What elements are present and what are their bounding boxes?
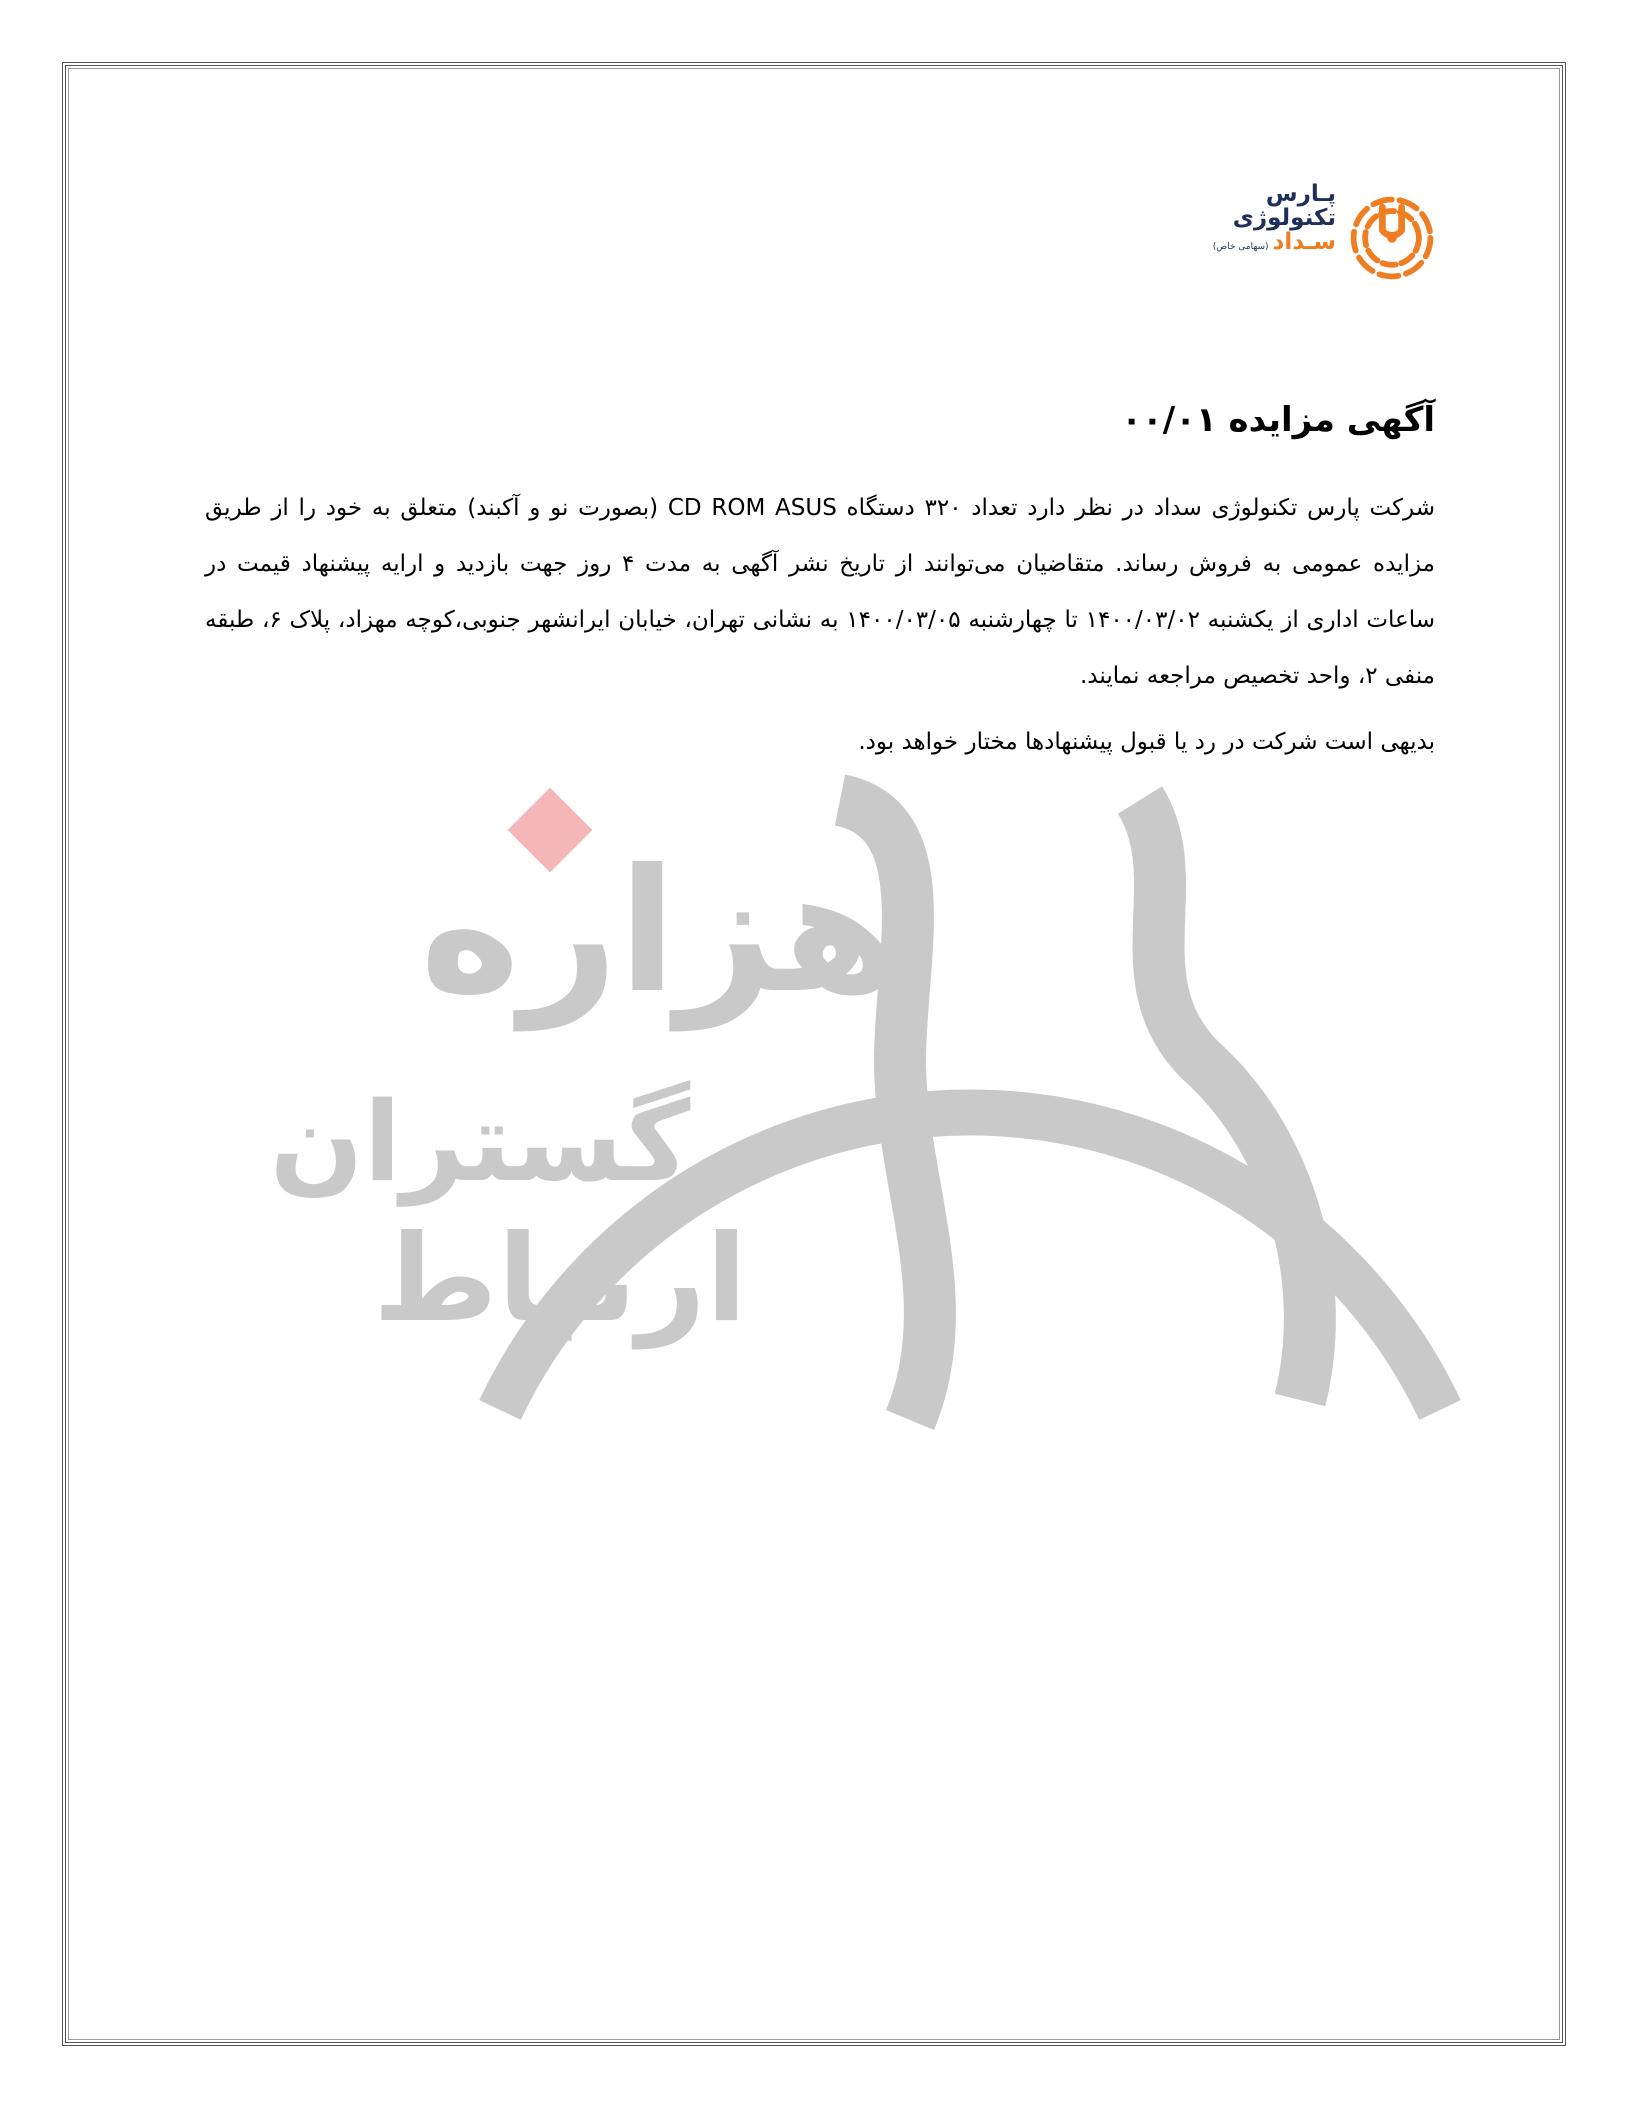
watermark-word-3: ارتباط <box>373 1210 747 1349</box>
watermark-inner-shape-2 <box>1140 800 1310 1400</box>
logo-text <box>1213 182 1336 254</box>
watermark-word-1: هزاره <box>419 833 901 1031</box>
notice-body <box>205 400 1435 780</box>
logo-line-3 <box>1213 230 1336 254</box>
company-logo <box>1200 180 1440 310</box>
watermark <box>140 760 1500 1480</box>
logo-line-2: تکنولوژی <box>1232 205 1336 232</box>
watermark-word-2: گستران <box>269 1078 691 1206</box>
notice-title: آگهی مزایده ۰۰/۰۱ <box>1121 400 1435 440</box>
notice-paragraph-1-start: شرکت پارس تکنولوژی سداد در نظر دارد تعداد ۳۲۰ دستگاه <box>836 495 1435 521</box>
logo-subtitle: (سهامی خاص) <box>1212 242 1269 253</box>
notice-paragraph-1-rest: (بصورت نو و آکبند) متعلق به خود را از طریق مزایده عمومی به فروش رساند. متقاضیان می‌توانند از تاریخ نشر آگهی به مدت ۴ روز جهت بازدید و ارایه پیشنهاد قیمت در ساعات اداری از یکشنبه ۱۴۰۰/۰۳/۰۲ تا چهارشنبه ۱۴۰۰/۰۳/۰۵ به نشانی تهران، خیابان ایرانشهر جنوبی،کوچه مهزاد، پلاک ۶، طبقه منفی ۲، واحد تخصیص مراجعه نمایند. <box>205 495 1435 689</box>
product-name: CD ROM ASUS <box>667 495 837 521</box>
notice-paragraph-2: بدیهی است شرکت در رد یا قبول پیشنهادها مختار خواهد بود. <box>858 729 1435 755</box>
logo-emblem-icon <box>1344 188 1440 284</box>
logo-line-1: پـارس <box>1265 181 1336 207</box>
notice-paragraph-1 <box>205 480 1435 704</box>
logo-line-3-text: سـداد <box>1272 229 1336 256</box>
